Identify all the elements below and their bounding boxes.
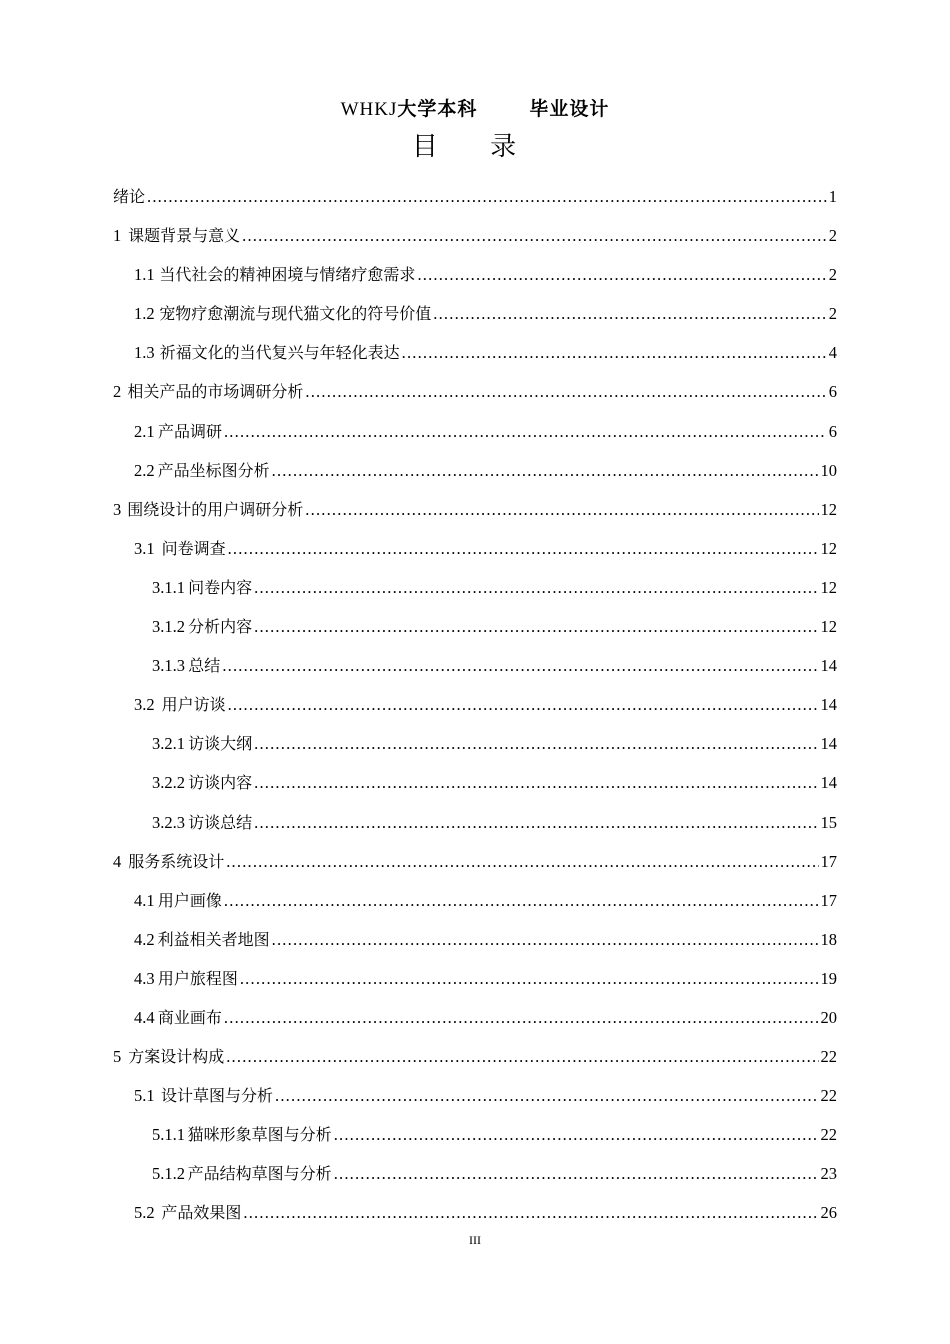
toc-entry[interactable] — [113, 177, 837, 216]
toc-dot-leader — [226, 842, 818, 881]
toc-entry-page: 12 — [820, 499, 837, 519]
toc-entry-page: 2 — [828, 304, 837, 324]
toc-entry[interactable] — [113, 724, 837, 763]
toc-entry-page: 2 — [828, 265, 837, 285]
toc-dot-leader — [402, 333, 827, 372]
toc-entry-number: 4 — [113, 851, 122, 871]
toc-entry[interactable] — [113, 607, 837, 646]
toc-entry-page: 22 — [820, 1086, 837, 1106]
toc-dot-leader — [224, 881, 819, 920]
toc-entry-page: 14 — [820, 734, 837, 754]
toc-entry[interactable] — [113, 451, 837, 490]
toc-entry[interactable] — [113, 216, 837, 255]
toc-entry-label: 当代社会的精神困境与情绪疗愈需求 — [159, 265, 416, 285]
toc-entry-page: 4 — [828, 343, 837, 363]
toc-entry-label: 宠物疗愈潮流与现代猫文化的符号价值 — [159, 304, 432, 324]
toc-entry-number: 1.1 — [134, 265, 155, 285]
toc-entry-number: 1 — [113, 226, 122, 246]
toc-entry-page: 20 — [820, 1007, 837, 1027]
toc-entry-number: 4.3 — [134, 968, 155, 988]
toc-entry[interactable] — [113, 920, 837, 959]
toc-entry-number: 5.2 — [134, 1203, 155, 1223]
toc-dot-leader — [254, 568, 818, 607]
page-number-footer: III — [469, 1233, 481, 1247]
toc-entry-label: 课题背景与意义 — [128, 226, 241, 246]
toc-dot-leader — [254, 724, 818, 763]
toc-entry[interactable] — [113, 803, 837, 842]
toc-dot-leader — [224, 998, 819, 1037]
toc-entry-number: 2.1 — [134, 421, 155, 441]
toc-entry-label: 商业画布 — [157, 1007, 222, 1027]
toc-entry-label: 产品坐标图分析 — [157, 460, 270, 480]
toc-dot-leader — [305, 372, 826, 411]
toc-entry-page: 22 — [820, 1125, 837, 1145]
toc-entry-number: 3 — [113, 499, 122, 519]
toc-entry[interactable] — [113, 255, 837, 294]
toc-dot-leader — [222, 646, 818, 685]
toc-entry[interactable] — [113, 998, 837, 1037]
toc-entry[interactable] — [113, 763, 837, 802]
toc-entry-number: 3.1.1 — [152, 577, 185, 597]
toc-dot-leader — [334, 1154, 819, 1193]
toc-dot-leader — [224, 412, 827, 451]
toc-entry[interactable] — [113, 685, 837, 724]
toc-entry-number: 5.1.1 — [152, 1125, 185, 1145]
toc-entry[interactable] — [113, 529, 837, 568]
toc-entry[interactable] — [113, 412, 837, 451]
toc-entry-page: 23 — [820, 1164, 837, 1184]
toc-entry[interactable] — [113, 842, 837, 881]
toc-dot-leader — [334, 1115, 819, 1154]
toc-entry[interactable] — [113, 881, 837, 920]
toc-entry-page: 10 — [820, 460, 837, 480]
toc-entry-label: 用户画像 — [157, 890, 222, 910]
toc-entry-number: 5.1 — [134, 1086, 155, 1106]
toc-dot-leader — [272, 920, 819, 959]
toc-entry-label: 用户旅程图 — [157, 968, 238, 988]
toc-dot-leader — [242, 216, 827, 255]
toc-entry-page: 12 — [820, 577, 837, 597]
toc-entry-label: 访谈内容 — [188, 773, 253, 793]
table-of-contents — [113, 177, 837, 1233]
toc-entry-number: 5.1.2 — [152, 1164, 185, 1184]
toc-entry-label: 设计草图与分析 — [161, 1086, 274, 1106]
toc-entry-label: 总结 — [188, 656, 221, 676]
toc-entry-label: 猫咪形象草图与分析 — [187, 1125, 332, 1145]
toc-dot-leader — [243, 1193, 818, 1232]
toc-dot-leader — [305, 490, 818, 529]
toc-entry-page: 6 — [828, 421, 837, 441]
page-title: 目 录 — [411, 132, 539, 162]
toc-entry-page: 2 — [828, 226, 837, 246]
toc-entry-page: 14 — [820, 695, 837, 715]
toc-dot-leader — [147, 177, 827, 216]
toc-entry-label: 方案设计构成 — [128, 1047, 225, 1067]
toc-entry-number: 1.2 — [134, 304, 155, 324]
toc-entry[interactable] — [113, 959, 837, 998]
toc-dot-leader — [417, 255, 826, 294]
toc-entry[interactable] — [113, 372, 837, 411]
toc-dot-leader — [275, 1076, 818, 1115]
toc-entry-page: 17 — [820, 890, 837, 910]
toc-entry-number: 1.3 — [134, 343, 155, 363]
toc-entry-label: 分析内容 — [188, 617, 253, 637]
toc-dot-leader — [254, 607, 818, 646]
toc-entry[interactable] — [113, 490, 837, 529]
toc-entry[interactable] — [113, 294, 837, 333]
toc-entry-page: 6 — [828, 382, 837, 402]
toc-entry-page: 18 — [820, 929, 837, 949]
toc-entry-number: 2.2 — [134, 460, 155, 480]
toc-entry-page: 19 — [820, 968, 837, 988]
toc-entry-label: 产品结构草图与分析 — [187, 1164, 332, 1184]
toc-entry-label: 利益相关者地图 — [157, 929, 270, 949]
toc-entry-number: 3.2 — [134, 695, 155, 715]
header-school: WHKJ — [340, 99, 398, 120]
toc-entry[interactable] — [113, 646, 837, 685]
toc-entry-label: 访谈总结 — [188, 812, 253, 832]
toc-entry[interactable] — [113, 1193, 837, 1232]
toc-entry-page: 15 — [820, 812, 837, 832]
toc-entry-label: 问卷内容 — [188, 577, 253, 597]
toc-entry-label: 访谈大纲 — [188, 734, 253, 754]
toc-dot-leader — [254, 763, 818, 802]
toc-entry-page: 1 — [828, 187, 837, 206]
toc-dot-leader — [228, 529, 819, 568]
toc-entry-number: 4.4 — [134, 1007, 155, 1027]
toc-entry-page: 14 — [820, 656, 837, 676]
running-header — [0, 94, 950, 121]
toc-entry-number: 3.2.3 — [152, 812, 185, 832]
toc-entry-page: 14 — [820, 773, 837, 793]
toc-entry-number: 3.1.3 — [152, 656, 185, 676]
toc-entry-number: 4.1 — [134, 890, 155, 910]
toc-entry[interactable] — [113, 1037, 837, 1076]
toc-entry[interactable] — [113, 1115, 837, 1154]
toc-entry-label: 服务系统设计 — [128, 851, 225, 871]
toc-dot-leader — [226, 1037, 818, 1076]
toc-entry-number: 2 — [113, 382, 122, 402]
toc-entry-number: 3.1 — [134, 538, 155, 558]
header-school-suffix: 大学本科 — [397, 98, 478, 120]
toc-entry[interactable] — [113, 568, 837, 607]
toc-entry-label: 问卷调查 — [161, 538, 226, 558]
toc-entry-label: 产品调研 — [157, 421, 222, 441]
toc-entry[interactable] — [113, 1076, 837, 1115]
toc-entry-page: 12 — [820, 538, 837, 558]
toc-entry-number: 3.2.2 — [152, 773, 185, 793]
toc-entry-label: 围绕设计的用户调研分析 — [127, 499, 304, 519]
toc-dot-leader — [272, 451, 819, 490]
toc-entry-page: 26 — [820, 1203, 837, 1223]
toc-dot-leader — [254, 803, 818, 842]
toc-entry[interactable] — [113, 1154, 837, 1193]
toc-entry-label: 产品效果图 — [161, 1203, 242, 1223]
toc-entry-page: 17 — [820, 851, 837, 871]
toc-entry[interactable] — [113, 333, 837, 372]
toc-entry-number: 3.2.1 — [152, 734, 185, 754]
toc-entry-page: 22 — [820, 1047, 837, 1067]
toc-entry-number: 4.2 — [134, 929, 155, 949]
toc-entry-number: 3.1.2 — [152, 617, 185, 637]
toc-entry-number: 5 — [113, 1047, 122, 1067]
toc-dot-leader — [433, 294, 826, 333]
toc-entry-label: 祈福文化的当代复兴与年轻化表达 — [159, 343, 400, 363]
toc-entry-page: 12 — [820, 617, 837, 637]
toc-entry-label: 相关产品的市场调研分析 — [127, 382, 304, 402]
toc-entry-label: 用户访谈 — [161, 695, 226, 715]
toc-entry-label: 绪论 — [113, 187, 146, 206]
header-design: 毕业设计 — [529, 98, 610, 120]
toc-dot-leader — [228, 685, 819, 724]
toc-dot-leader — [240, 959, 819, 998]
